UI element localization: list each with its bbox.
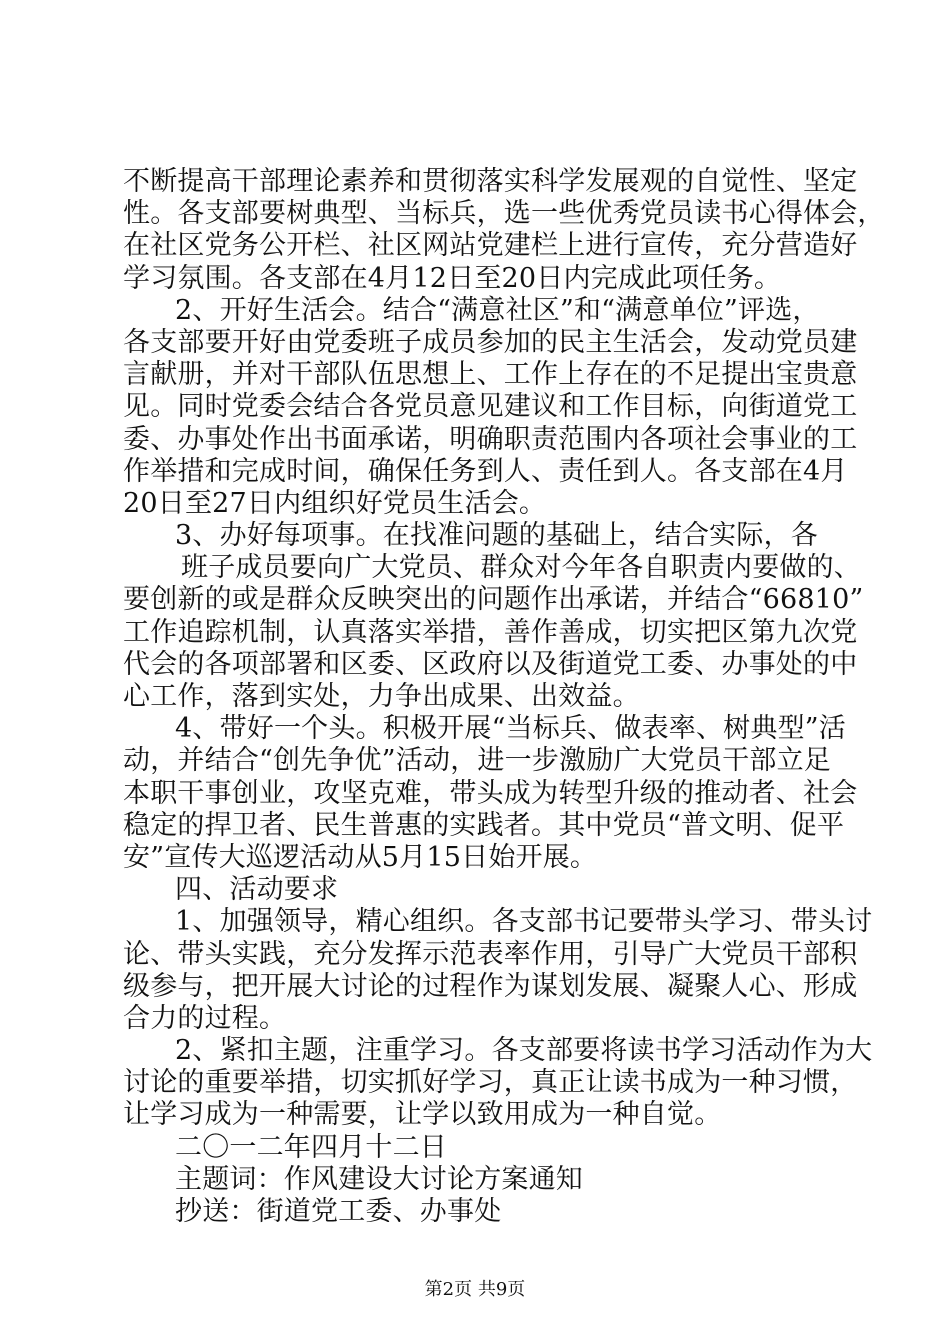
body-line: 不断提高干部理论素养和贯彻落实科学发展观的自觉性、坚定 <box>123 166 858 197</box>
section-heading: 四、活动要求 <box>175 874 339 906</box>
body-line: 作举措和完成时间，确保任务到人、责任到人。各支部在4月 <box>123 455 848 487</box>
body-line: 论、带头实践，充分发挥示范表率作用，引导广大党员干部积 <box>123 938 858 970</box>
document-body <box>123 166 885 1228</box>
body-line: 言献册，并对干部队伍思想上、工作上存在的不足提出宝贵意 <box>123 359 858 391</box>
body-line: 动，并结合“创先争优”活动，进一步激励广大党员干部立足 <box>123 745 832 777</box>
body-line: 工作追踪机制，认真落实举措，善作善成，切实把区第九次党 <box>123 616 858 648</box>
body-line: 2、开好生活会。结合“满意社区”和“满意单位”评选， <box>175 294 820 326</box>
body-line: 学习氛围。各支部在4月12日至20日内完成此项任务。 <box>123 262 782 294</box>
body-line: 各支部要开好由党委班子成员参加的民主生活会，发动党员建 <box>123 326 858 358</box>
page-number-footer: 第2页 共9页 <box>424 1279 526 1300</box>
body-line: 本职干事创业，攻坚克难，带头成为转型升级的推动者、社会 <box>123 777 858 809</box>
body-line: 要创新的或是群众反映突出的问题作出承诺，并结合“66810” <box>123 584 864 616</box>
body-line: 见。同时党委会结合各党员意见建议和工作目标，向街道党工 <box>123 391 858 423</box>
body-line: 班子成员要向广大党员、群众对今年各自职责内要做的、 <box>181 552 861 584</box>
body-line: 2、紧扣主题，注重学习。各支部要将读书学习活动作为大 <box>175 1035 873 1067</box>
cc-recipients: 抄送：街道党工委、办事处 <box>175 1196 502 1227</box>
body-line: 3、办好每项事。在找准问题的基础上，结合实际，各 <box>175 520 818 552</box>
body-line: 心工作，落到实处，力争出成果、出效益。 <box>123 681 640 712</box>
body-line: 讨论的重要举措，切实抓好学习，真正让读书成为一种习惯， <box>123 1067 858 1099</box>
body-line: 代会的各项部署和区委、区政府以及街道党工委、办事处的中 <box>123 648 858 680</box>
body-line: 20日至27日内组织好党员生活会。 <box>123 487 547 519</box>
body-line: 让学习成为一种需要，让学以致用成为一种自觉。 <box>123 1099 722 1131</box>
subject-keywords: 主题词：作风建设大讨论方案通知 <box>175 1163 583 1195</box>
body-line: 安”宣传大巡逻活动从5月15日始开展。 <box>123 841 598 873</box>
document-date: 二〇一二年四月十二日 <box>175 1131 447 1163</box>
body-line: 级参与，把开展大讨论的过程作为谋划发展、凝聚人心、形成 <box>123 970 858 1002</box>
body-line: 4、带好一个头。积极开展“当标兵、做表率、树典型”活 <box>175 713 846 745</box>
body-line: 稳定的捍卫者、民生普惠的实践者。其中党员“普文明、促平 <box>123 809 845 841</box>
body-line: 性。各支部要树典型、当标兵，选一些优秀党员读书心得体会， <box>123 198 885 230</box>
body-line: 在社区党务公开栏、社区网站党建栏上进行宣传，充分营造好 <box>123 230 858 262</box>
body-line: 合力的过程。 <box>123 1002 287 1034</box>
body-line: 1、加强领导，精心组织。各支部书记要带头学习、带头讨 <box>175 906 873 938</box>
body-line: 委、办事处作出书面承诺，明确职责范围内各项社会事业的工 <box>123 423 858 455</box>
